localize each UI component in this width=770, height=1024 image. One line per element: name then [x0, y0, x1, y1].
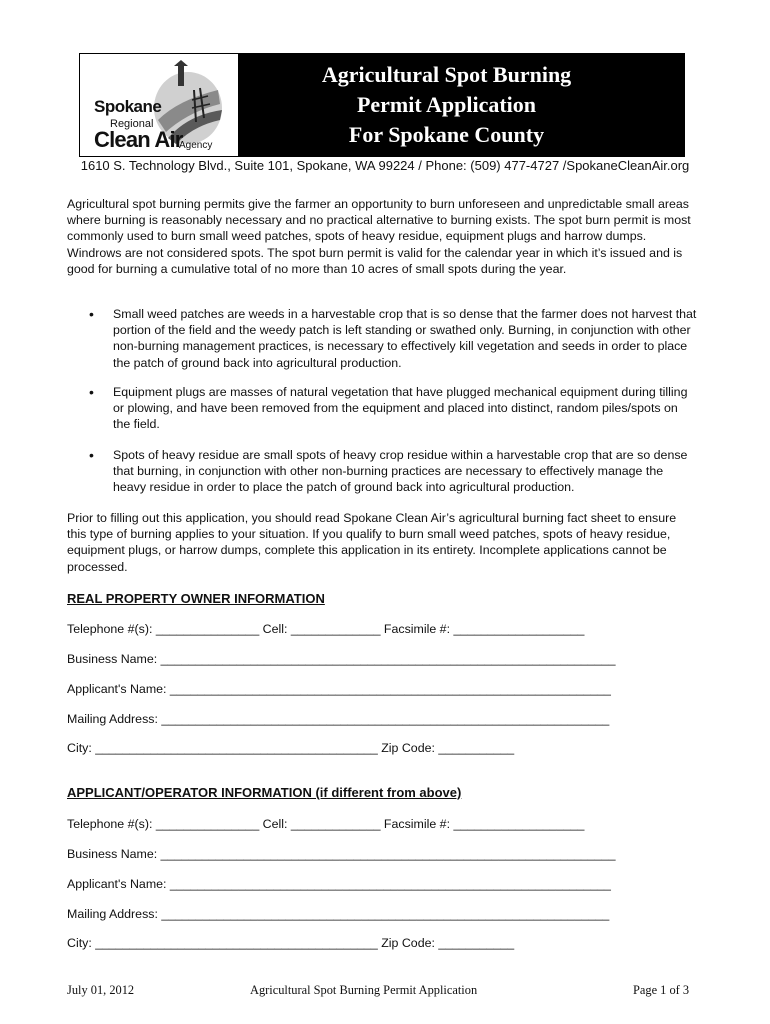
owner-city-zip-field[interactable]: City: _________________________________________ Zip Code: ___________	[67, 741, 515, 755]
owner-mailing-address-field[interactable]: Mailing Address: _________________________________________________________________	[67, 712, 610, 726]
bullet-list-1	[89, 306, 697, 371]
operator-city-zip-field[interactable]: City: _________________________________________ Zip Code: ___________	[67, 936, 515, 950]
owner-applicant-name-field[interactable]: Applicant's Name: ________________________________________________________________	[67, 682, 611, 696]
intro-paragraph: Agricultural spot burning permits give the farmer an opportunity to burn unforeseen and unpredictable small areas where burning is reasonably necessary and no practical alternative to burning exists. The spot burn permit is most commonly used to burn small weed patches, spots of heavy residue, equipment plugs and harrow dumps. Windrows are not considered spots. The spot burn permit is valid for the calendar year in which it’s issued and is good for burning a cumulative total of no more than 10 acres of small spots during the year.	[67, 197, 691, 276]
logo-text-agency: Agency	[179, 140, 213, 151]
title-line-3: For Spokane County	[348, 122, 545, 147]
operator-mailing-address-field[interactable]: Mailing Address: _________________________________________________________________	[67, 907, 610, 921]
operator-applicant-name-field[interactable]: Applicant's Name: ________________________________________________________________	[67, 877, 611, 891]
title-line-2: Permit Application	[356, 92, 537, 117]
bullet-list-2	[89, 384, 697, 433]
prior-paragraph: Prior to filling out this application, you should read Spokane Clean Air’s agricultural burning fact sheet to ensure this type of burning applies to your situation. If you qualify to burn small weed patches, spots of heavy residue, equipment plugs, or harrow dumps, complete this application in its entirety. Incomplete applications cannot be processed.	[67, 511, 677, 574]
operator-section-heading: APPLICANT/OPERATOR INFORMATION (if different from above)	[67, 785, 462, 800]
logo-text-regional: Regional	[110, 118, 154, 130]
owner-section-heading: REAL PROPERTY OWNER INFORMATION	[67, 591, 325, 606]
operator-business-name-field[interactable]: Business Name: __________________________________________________________________	[67, 847, 616, 861]
owner-phone-field[interactable]: Telephone #(s): _______________ Cell: _____________ Facsimile #: ___________________	[67, 622, 585, 636]
logo-text-spokane: Spokane	[94, 97, 162, 116]
document-title	[239, 54, 684, 156]
logo-text-clean-air: Clean Air	[94, 127, 183, 152]
header-box	[79, 53, 685, 157]
bullet-weed-patches: • Small weed patches are weeds in a harvestable crop that is so dense that the farmer does not harvest that portion of the field and the weedy patch is left standing or swathed only. Burning, in conjunction with other non-burning management practices, is necessary to effectively kill vegetation and seeds in order to place the patch of ground back into agricultural production.	[89, 306, 697, 371]
footer-page-number: Page 1 of 3	[633, 983, 690, 997]
footer-date: July 01, 2012	[67, 983, 135, 997]
operator-phone-field[interactable]: Telephone #(s): _______________ Cell: _____________ Facsimile #: ___________________	[67, 817, 585, 831]
bullet-equipment-plugs: • Equipment plugs are masses of natural vegetation that have plugged mechanical equipment during tilling or plowing, and have been removed from the equipment and placed into distinct, random piles/spots on the field.	[89, 384, 697, 433]
agency-logo	[80, 54, 239, 156]
bullet-list-3	[89, 447, 697, 496]
owner-business-name-field[interactable]: Business Name: __________________________________________________________________	[67, 652, 616, 666]
footer-title: Agricultural Spot Burning Permit Application	[250, 983, 478, 997]
title-line-1: Agricultural Spot Burning	[321, 62, 572, 87]
bullet-heavy-residue: • Spots of heavy residue are small spots of heavy crop residue within a harvestable crop that are so dense that burning, in conjunction with other non-burning practices are necessary to effectively manage the heavy residue in order to place the patch of ground back into agricultural production.	[89, 447, 697, 496]
agency-address: 1610 S. Technology Blvd., Suite 101, Spokane, WA 99224 / Phone: (509) 477-4727 /SpokaneCleanAir.org	[80, 158, 690, 173]
